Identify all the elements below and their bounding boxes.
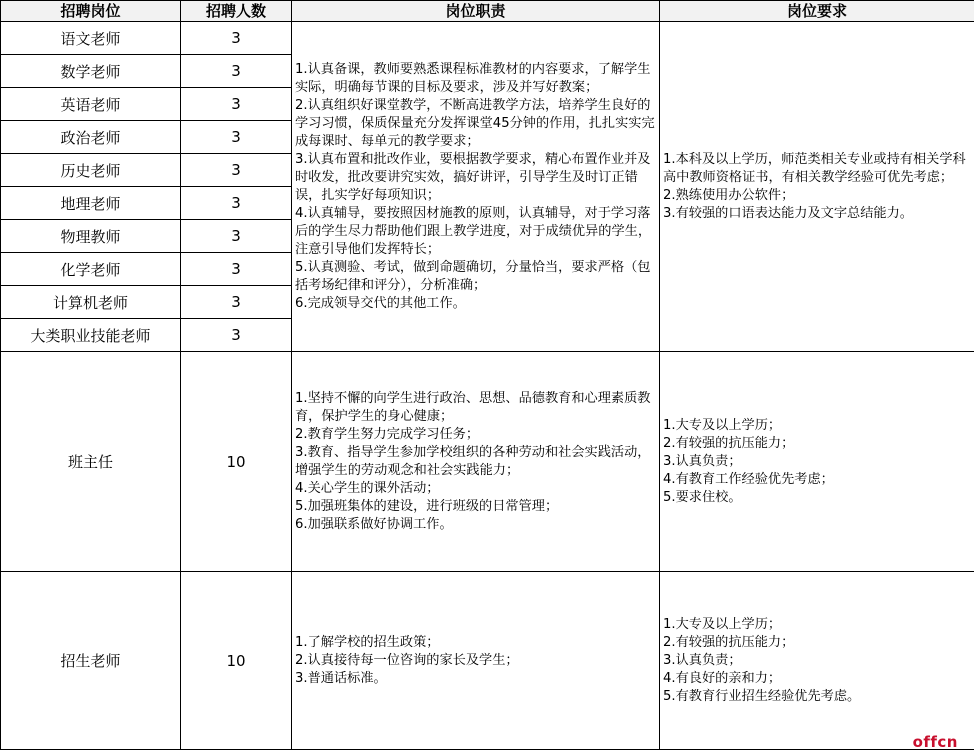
duty-item: 2.认真组织好课堂教学，不断高进教学方法，培养学生良好的学习习惯，保质保量充分发挥课堂45分钟的作用，扎扎实实完成每课时、每单元的教学要求； [295,97,655,149]
count-cell: 3 [181,319,292,352]
header-duties: 岗位职责 [292,1,660,22]
requirement-item: 2.有较强的抗压能力； [663,435,795,451]
count-cell: 3 [181,55,292,88]
count-cell: 3 [181,286,292,319]
duty-item: 6.加强联系做好协调工作。 [295,516,453,532]
requirement-item: 3.有较强的口语表达能力及文字总结能力。 [663,205,913,221]
duty-item: 3.认真布置和批改作业，要根据教学要求，精心布置作业并及时收发，批改要讲究实效，搞好讲评，引导学生及时订正错误，扎实学好每项知识； [295,151,651,203]
position-cell: 物理教师 [1,220,181,253]
position-cell: 计算机老师 [1,286,181,319]
requirement-item: 1.大专及以上学历； [663,417,782,433]
count-cell: 3 [181,154,292,187]
admissions-requirements-cell [660,572,974,750]
position-cell: 数学老师 [1,55,181,88]
position-cell: 政治老师 [1,121,181,154]
position-cell: 大类职业技能老师 [1,319,181,352]
admissions-duties-cell [292,572,660,750]
table-row [1,22,974,55]
header-row [1,1,974,22]
offcn-watermark: offcn [912,733,958,751]
requirement-item: 4.有教育工作经验优先考虑； [663,471,834,487]
duty-item: 3.普通话标准。 [295,670,387,686]
requirement-item: 2.有较强的抗压能力； [663,634,795,650]
count-cell: 10 [181,572,292,750]
requirement-item: 1.本科及以上学历，师范类相关专业或持有相关学科高中教师资格证书，有相关教学经验可优先考虑； [663,151,966,185]
duty-item: 2.认真接待每一位咨询的家长及学生； [295,652,519,668]
count-cell: 3 [181,121,292,154]
duty-item: 3.教育、指导学生参加学校组织的各种劳动和社会实践活动，增强学生的劳动观念和社会实践能力； [295,444,651,478]
table-row-head-teacher [1,352,974,572]
requirement-item: 3.认真负责； [663,652,742,668]
position-cell: 招生老师 [1,572,181,750]
requirement-item: 3.认真负责； [663,453,742,469]
position-cell: 英语老师 [1,88,181,121]
duty-item: 1.了解学校的招生政策； [295,634,440,650]
position-cell: 化学老师 [1,253,181,286]
header-count: 招聘人数 [181,1,292,22]
requirement-item: 1.大专及以上学历； [663,616,782,632]
position-cell: 语文老师 [1,22,181,55]
duty-item: 5.认真测验、考试，做到命题确切，分量恰当，要求严格（包括考场纪律和评分），分析准确； [295,259,651,293]
head-teacher-duties-cell [292,352,660,572]
count-cell: 3 [181,253,292,286]
teacher-requirements-cell [660,22,974,352]
duty-item: 4.认真辅导，要按照因材施教的原则，认真辅导，对于学习落后的学生尽力帮助他们跟上教学进度，对于成绩优异的学生，注意引导他们发挥特长； [295,205,652,257]
duty-item: 1.认真备课，教师要熟悉课程标准教材的内容要求，了解学生实际，明确每节课的目标及要求，涉及并写好教案； [295,61,651,95]
count-cell: 3 [181,22,292,55]
count-cell: 10 [181,352,292,572]
requirement-item: 5.要求住校。 [663,489,742,505]
duty-item: 1.坚持不懈的向学生进行政治、思想、品德教育和心理素质教育，保护学生的身心健康； [295,390,651,424]
header-position: 招聘岗位 [1,1,181,22]
duty-item: 5.加强班集体的建设，进行班级的日常管理； [295,498,559,514]
duty-item: 6.完成领导交代的其他工作。 [295,295,466,311]
position-cell: 历史老师 [1,154,181,187]
requirement-item: 4.有良好的亲和力； [663,670,782,686]
table-row-admissions-teacher [1,572,974,750]
duty-item: 4.关心学生的课外活动； [295,480,440,496]
head-teacher-requirements-cell [660,352,974,572]
position-cell: 班主任 [1,352,181,572]
header-requirements: 岗位要求 [660,1,974,22]
count-cell: 3 [181,88,292,121]
count-cell: 3 [181,187,292,220]
teacher-duties-cell [292,22,660,352]
requirement-item: 5.有教育行业招生经验优先考虑。 [663,688,861,704]
position-cell: 地理老师 [1,187,181,220]
duty-item: 2.教育学生努力完成学习任务； [295,426,480,442]
count-cell: 3 [181,220,292,253]
requirement-item: 2.熟练使用办公软件； [663,187,795,203]
